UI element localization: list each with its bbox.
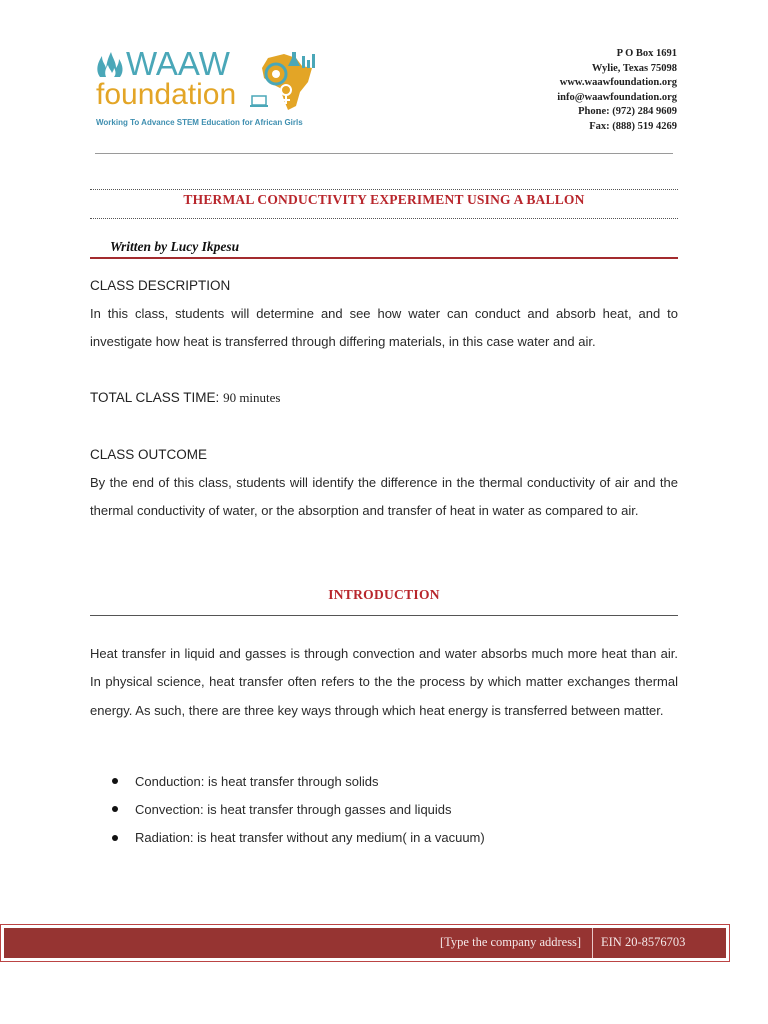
flame-icon <box>94 50 126 78</box>
class-outcome-heading: CLASS OUTCOME <box>90 447 208 462</box>
list-item-text: Convection: is heat transfer through gasses and liquids <box>135 801 452 817</box>
africa-stem-emblem-icon <box>250 48 322 114</box>
title-bottom-border <box>90 218 678 219</box>
list-item <box>112 795 485 823</box>
contact-fax: Fax: (888) 519 4269 <box>589 120 677 132</box>
document-title: THERMAL CONDUCTIVITY EXPERIMENT USING A BALLON <box>183 192 585 207</box>
contact-block <box>557 47 677 134</box>
title-top-border <box>90 189 678 190</box>
introduction-divider <box>90 615 678 616</box>
footer-separator <box>592 928 593 958</box>
footer-ein: EIN 20-8576703 <box>601 935 686 949</box>
heat-transfer-list <box>112 767 485 852</box>
logo-name-bottom: foundation <box>96 78 237 111</box>
bullet-icon <box>112 778 118 784</box>
logo-tagline: Working To Advance STEM Education for African Girls <box>96 118 303 127</box>
introduction-text: Heat transfer in liquid and gasses is through convection and water absorbs much more heat than air. In physical science, heat transfer often refers to the the process by which matter exchanges thermal energy. As such, there are three key ways through which heat energy is transferred between matter. <box>90 646 678 718</box>
total-time-value: 90 minutes <box>223 390 281 405</box>
waaw-logo <box>92 44 332 130</box>
bullet-icon <box>112 835 118 841</box>
contact-po-box: P O Box 1691 <box>616 48 677 59</box>
contact-website[interactable]: www.waawfoundation.org <box>559 77 677 88</box>
author-divider <box>90 257 678 259</box>
class-description-text: In this class, students will determine and see how water can conduct and absorb heat, and to investigate how heat is transferred through differing materials, in this case water and air. <box>90 306 678 350</box>
contact-city: Wylie, Texas 75098 <box>591 62 677 74</box>
list-item-text: Radiation: is heat transfer without any medium( in a vacuum) <box>135 830 485 846</box>
list-item <box>112 824 485 852</box>
contact-phone: Phone: (972) 284 9609 <box>578 106 677 117</box>
contact-email[interactable]: info@waawfoundation.org <box>557 91 677 103</box>
footer-address: [Type the company address] <box>440 935 582 949</box>
bullet-icon <box>112 806 118 812</box>
author-line: Written by Lucy Ikpesu <box>110 239 240 254</box>
list-item <box>112 767 485 795</box>
class-outcome-text: By the end of this class, students will identify the difference in the thermal conductivity of air and the thermal conductivity of water, or the absorption and transfer of heat in water as compared to air. <box>90 475 678 519</box>
introduction-heading: INTRODUCTION <box>328 587 440 602</box>
total-time-label: TOTAL CLASS TIME: <box>90 390 220 405</box>
logo-name-top: WAAW <box>126 45 230 82</box>
class-description-heading: CLASS DESCRIPTION <box>90 278 231 293</box>
header-divider <box>95 153 673 154</box>
total-class-time <box>90 390 280 406</box>
list-item-text: Conduction: is heat transfer through solids <box>135 773 379 789</box>
